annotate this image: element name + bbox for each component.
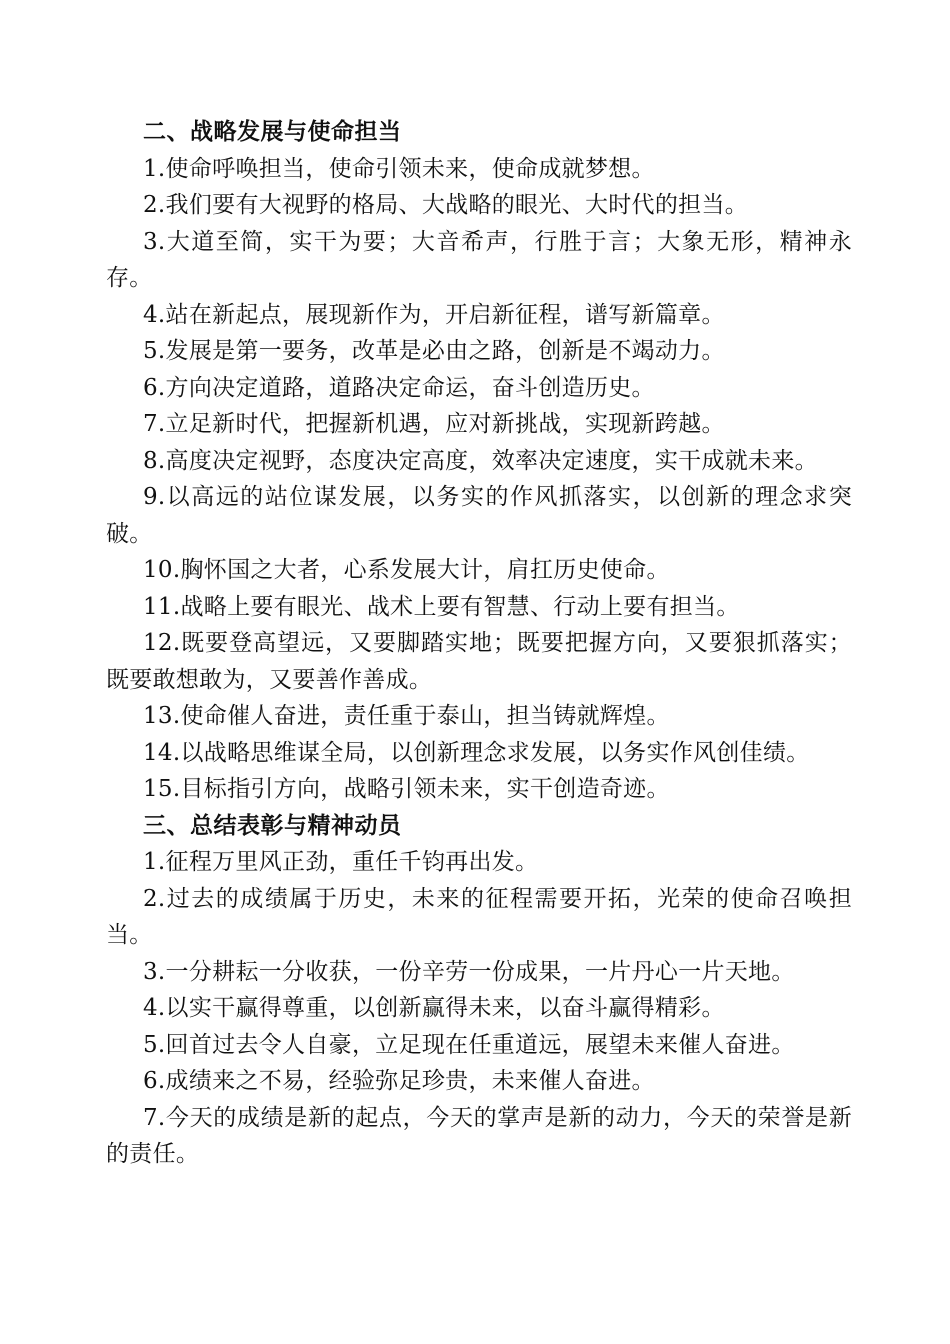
list-item: 10.胸怀国之大者，心系发展大计，肩扛历史使命。: [143, 557, 670, 583]
list-item: 9.以高远的站位谋发展，以务实的作风抓落实，以创新的理念求突破。: [106, 484, 852, 547]
list-item: 3.大道至简，实干为要；大音希声，行胜于言；大象无形，精神永存。: [106, 228, 852, 291]
list-item: 2.我们要有大视野的格局、大战略的眼光、大时代的担当。: [143, 192, 749, 218]
list-item: 4.以实干赢得尊重，以创新赢得未来，以奋斗赢得精彩。: [143, 995, 725, 1021]
section-heading: 三、总结表彰与精神动员: [143, 812, 402, 839]
list-item: 7.今天的成绩是新的起点，今天的掌声是新的动力，今天的荣誉是新的责任。: [106, 1104, 852, 1167]
section-strategy: [106, 114, 852, 808]
list-item: 2.过去的成绩属于历史，未来的征程需要开拓，光荣的使命召唤担当。: [106, 885, 852, 948]
list-item: 6.方向决定道路，道路决定命运，奋斗创造历史。: [143, 374, 655, 401]
list-item: 1.使命呼唤担当，使命引领未来，使命成就梦想。: [143, 155, 655, 182]
list-item: 3.一分耕耘一分收获，一份辛劳一份成果，一片丹心一片天地。: [143, 958, 795, 985]
list-item: 15.目标指引方向，战略引领未来，实干创造奇迹。: [143, 776, 670, 802]
list-item: 12.既要登高望远，又要脚踏实地；既要把握方向，又要狠抓落实；既要敢想敢为，又要善作善成。: [106, 630, 852, 693]
list-item: 13.使命催人奋进，责任重于泰山，担当铸就辉煌。: [143, 703, 670, 729]
list-item: 5.回首过去令人自豪，立足现在任重道远，展望未来催人奋进。: [143, 1031, 795, 1058]
list-item: 7.立足新时代，把握新机遇，应对新挑战，实现新跨越。: [143, 411, 725, 437]
list-item: 11.战略上要有眼光、战术上要有智慧、行动上要有担当。: [143, 593, 740, 620]
list-item: 14.以战略思维谋全局，以创新理念求发展，以务实作风创佳绩。: [143, 739, 810, 766]
section-heading: 二、战略发展与使命担当: [143, 119, 402, 145]
document-page: [106, 114, 852, 1173]
list-item: 1.征程万里风正劲，重任千钧再出发。: [143, 849, 539, 875]
section-commendation: [106, 808, 852, 1173]
list-item: 5.发展是第一要务，改革是必由之路，创新是不竭动力。: [143, 338, 725, 364]
list-item: 4.站在新起点，展现新作为，开启新征程，谱写新篇章。: [143, 301, 725, 328]
list-item: 6.成绩来之不易，经验弥足珍贵，未来催人奋进。: [143, 1068, 655, 1094]
list-item: 8.高度决定视野，态度决定高度，效率决定速度，实干成就未来。: [143, 447, 818, 474]
